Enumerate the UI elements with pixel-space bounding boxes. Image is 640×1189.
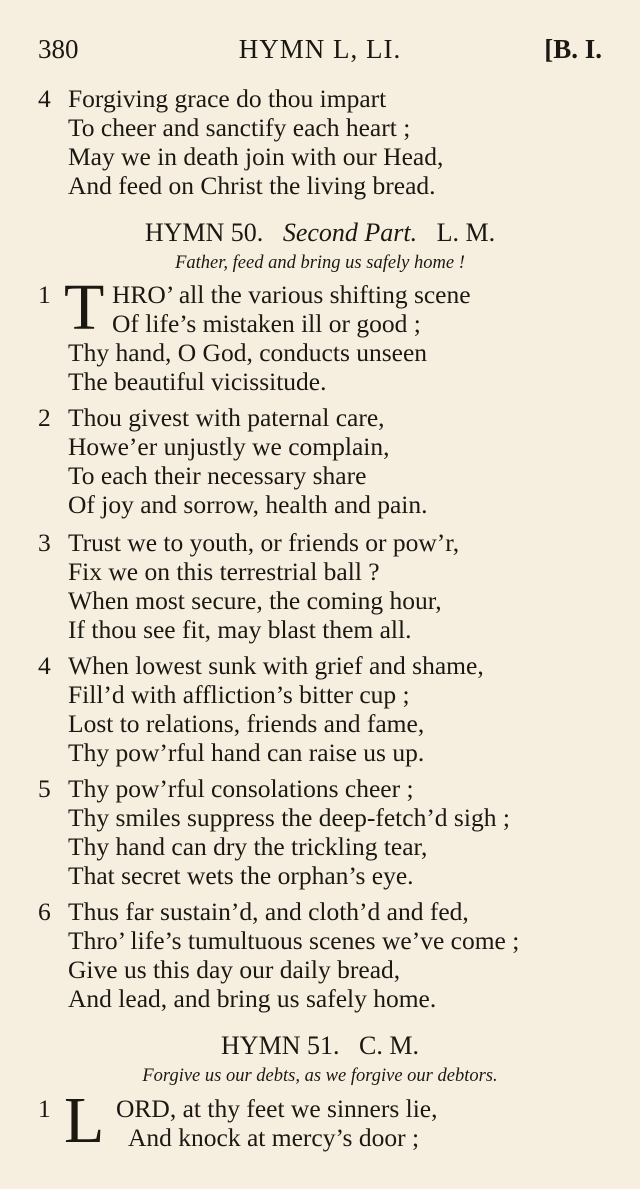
- verse-line: Of life’s mistaken ill or good ;: [112, 309, 421, 338]
- running-title: HYMN L, LI.: [238, 34, 402, 64]
- verse-line: Thus far sustain’d, and cloth’d and fed,: [68, 897, 469, 926]
- verse-number: 4: [38, 651, 51, 680]
- verse-line: When most secure, the coming hour,: [68, 586, 442, 615]
- verse-line: Howe’er unjustly we complain,: [68, 432, 390, 461]
- page-number: 380: [38, 34, 79, 64]
- verse-line: Trust we to youth, or friends or pow’r,: [68, 528, 460, 557]
- verse-number: 1: [38, 280, 51, 309]
- book-marker: [B. I.: [544, 34, 602, 64]
- verse-line: That secret wets the orphan’s eye.: [68, 861, 414, 890]
- hymn-part: Second Part.: [282, 218, 418, 247]
- verse-number: 6: [38, 897, 51, 926]
- verse-line: Thy pow’rful hand can raise us up.: [68, 738, 425, 767]
- verse-number: 3: [38, 528, 51, 557]
- verse-line: To cheer and sanctify each heart ;: [68, 113, 411, 142]
- verse-line: Thy smiles suppress the deep-fetch’d sigh ;: [68, 803, 510, 832]
- verse-line: To each their necessary share: [68, 461, 367, 490]
- running-header: [0, 34, 640, 74]
- verse-line: ORD, at thy feet we sinners lie,: [116, 1094, 438, 1123]
- verse-line: Give us this day our daily bread,: [68, 955, 401, 984]
- verse-line: Thy pow’rful consolations cheer ;: [68, 774, 414, 803]
- hymn-number: HYMN 50.: [144, 218, 264, 247]
- hymn-subtitle: Forgive us our debts, as we forgive our debtors.: [142, 1066, 498, 1086]
- drop-cap: L: [64, 1084, 105, 1157]
- drop-cap: T: [64, 271, 105, 344]
- verse-line: Of joy and sorrow, health and pain.: [68, 490, 428, 519]
- hymn-title: HYMN 51. C. M.: [221, 1031, 419, 1060]
- verse-line: Thou givest with paternal care,: [68, 403, 385, 432]
- verse-line: Thy hand can dry the trickling tear,: [68, 832, 428, 861]
- verse-line: May we in death join with our Head,: [68, 142, 444, 171]
- hymn-title: [0, 218, 640, 248]
- verse-line: If thou see fit, may blast them all.: [68, 615, 412, 644]
- verse-number: 4: [38, 84, 51, 113]
- hymn-meter: L. M.: [436, 218, 496, 247]
- verse-line: Thro’ life’s tumultuous scenes we’ve come ;: [68, 926, 520, 955]
- hymn-subtitle: Father, feed and bring us safely home !: [175, 253, 465, 273]
- verse-line: And lead, and bring us safely home.: [68, 984, 437, 1013]
- verse-number: 2: [38, 403, 51, 432]
- verse-line: HRO’ all the various shifting scene: [112, 280, 471, 309]
- verse-line: The beautiful vicissitude.: [68, 367, 327, 396]
- verse-number: 1: [38, 1094, 51, 1123]
- verse-line: Fill’d with affliction’s bitter cup ;: [68, 680, 410, 709]
- verse-line: And feed on Christ the living bread.: [68, 171, 436, 200]
- verse-line: And knock at mercy’s door ;: [128, 1123, 420, 1152]
- verse-line: Thy hand, O God, conducts unseen: [68, 338, 428, 367]
- verse-line: Lost to relations, friends and fame,: [68, 709, 425, 738]
- verse-line: Forgiving grace do thou impart: [68, 84, 387, 113]
- verse-line: When lowest sunk with grief and shame,: [68, 651, 484, 680]
- verse-line: Fix we on this terrestrial ball ?: [68, 557, 380, 586]
- verse-number: 5: [38, 774, 51, 803]
